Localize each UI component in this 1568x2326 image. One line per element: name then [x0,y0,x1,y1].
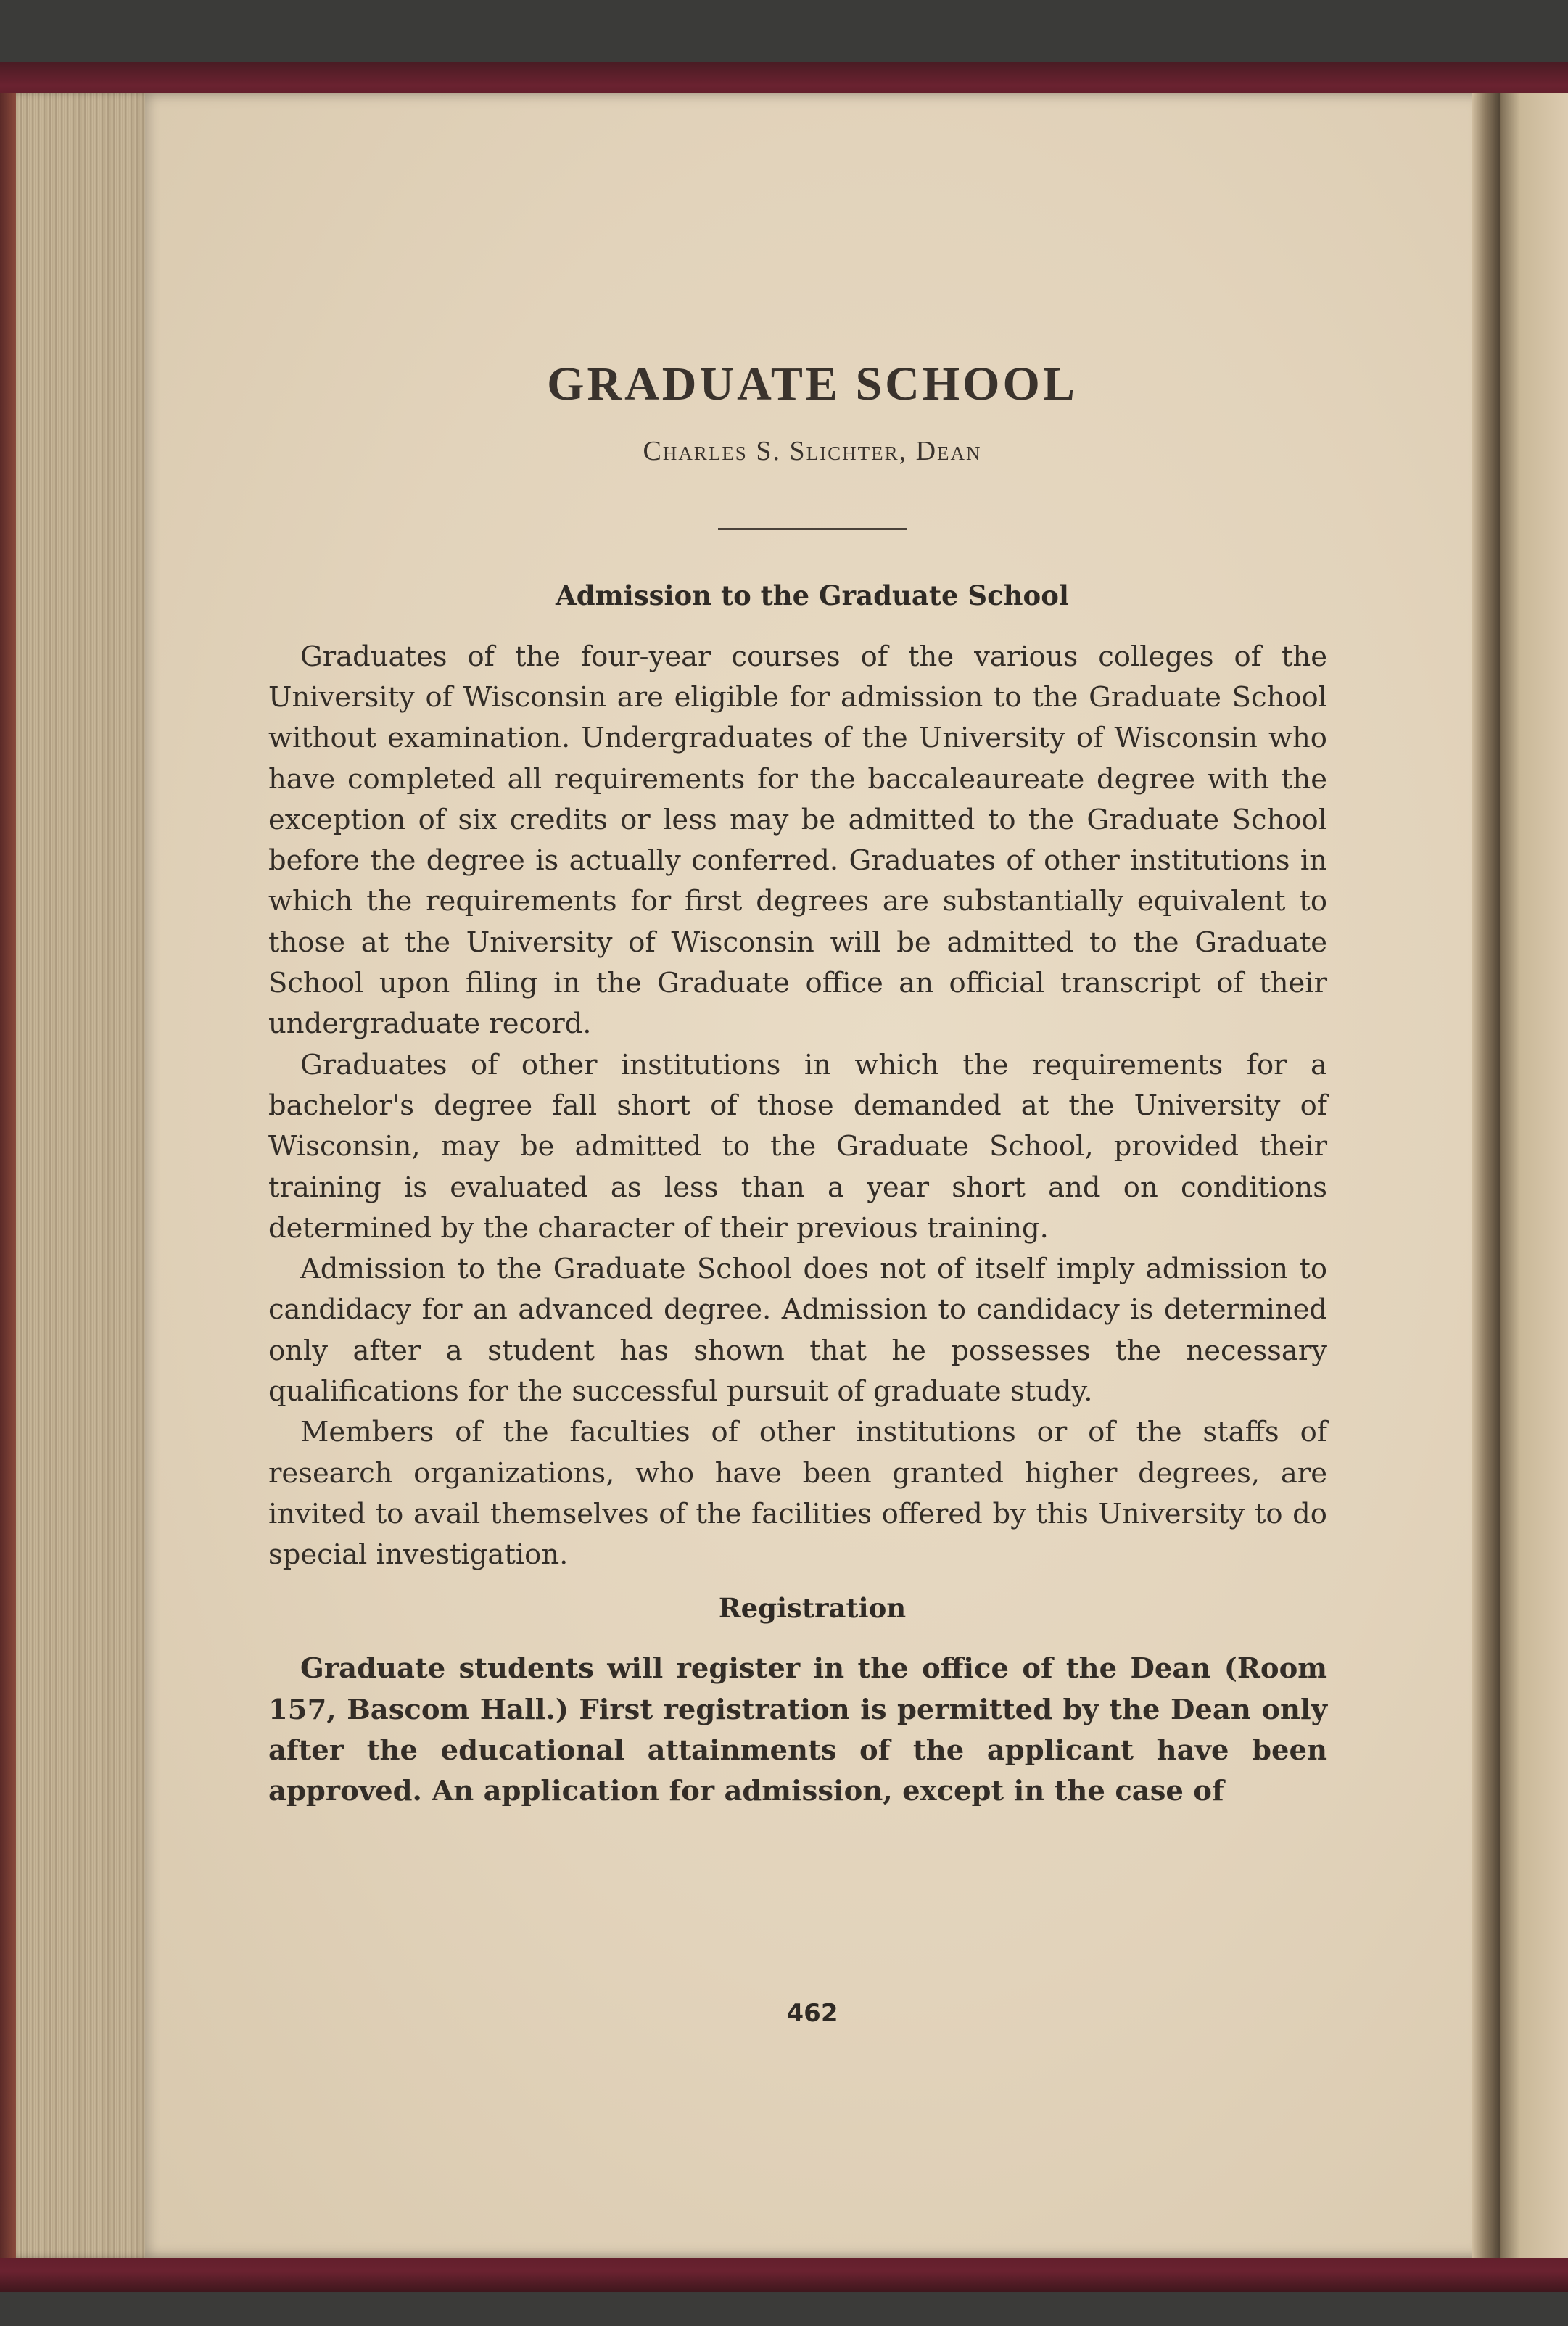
book-spine-edge [0,93,16,2258]
page-number: 462 [786,1999,838,2028]
title-divider [718,528,907,530]
admission-paragraph: Admission to the Graduate School does not of itself imply admission to candidacy for an advanced degree. Admission to candidacy is determined only after a student has shown that he possesses the necessary qualifications for the successful pursuit of graduate study. [268,1253,1327,1409]
registration-paragraph: Graduate students will register in the office of the Dean (Room 157, Bascom Hall.) First registration is permitted by the Dean only after the educational attainments of the applicant have been approved. An application for admission, except in the case of [268,1652,1327,1808]
admission-heading: Admission to the Graduate School [556,580,1069,611]
admission-paragraph: Members of the faculties of other institutions or of the staffs of research organizations, who have been granted higher degrees, are invited to avail themselves of the facilities offered by this University to do special investigation. [268,1416,1327,1572]
facing-page-sliver [1500,93,1568,2258]
registration-section [268,1649,1327,1812]
admission-section [268,637,1327,1576]
page-title: GRADUATE SCHOOL [547,358,1078,411]
page-gutter [1472,93,1501,2258]
page-stack-edges [0,93,152,2258]
registration-heading: Registration [718,1591,907,1624]
admission-paragraph: Graduates of other institutions in which the requirements for a bachelor's degree fall short of those demanded at the University of Wisconsin, may be admitted to the Graduate School, provided their training is evaluated as less than a year short and on conditions determined by the character of their previous training. [268,1048,1327,1245]
page-content [268,355,1327,2028]
dean-line: Charles S. Slichter, Dean [643,436,982,466]
admission-paragraph: Graduates of the four-year courses of the various colleges of the University of Wisconsin are eligible for admission to the Graduate School without examination. Undergraduates of the University of Wisconsin who have completed all requirements for the baccaleaureate degree with the exception of six credits or less may be admitted to the Graduate School before the degree is actually conferred. Graduates of other institutions in which the requirements for first degrees are substantially equivalent to those at the University of Wisconsin will be admitted to the Graduate School upon filing in the Graduate office an official transcript of their undergraduate record. [268,640,1327,1041]
